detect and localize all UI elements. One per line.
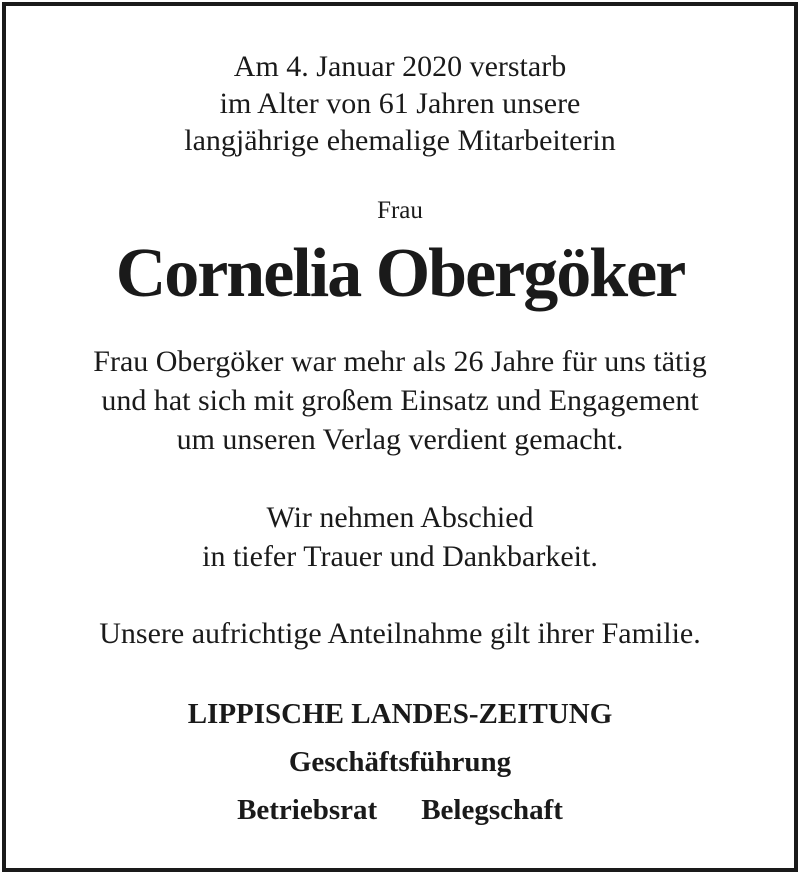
obituary-border xyxy=(2,2,798,872)
intro-line: Am 4. Januar 2020 verstarb xyxy=(233,50,567,83)
deceased-name: Cornelia Obergöker xyxy=(115,235,685,312)
intro-line: im Alter von 61 Jahren unsere xyxy=(219,87,581,120)
tribute-text xyxy=(6,342,794,459)
signers-row xyxy=(6,792,794,828)
signer-staff: Belegschaft xyxy=(421,794,563,826)
intro-line: langjährige ehemalige Mitarbeiterin xyxy=(184,124,616,157)
tribute-line: Frau Obergöker war mehr als 26 Jahre für uns tätig xyxy=(93,345,707,378)
sympathy-text: Unsere aufrichtige Anteilnahme gilt ihrer Familie. xyxy=(99,617,701,650)
management-signature: Geschäftsführung xyxy=(288,746,512,778)
farewell-text xyxy=(6,498,794,576)
signer-works-council: Betriebsrat xyxy=(237,794,378,826)
salutation: Frau xyxy=(377,197,423,224)
intro-text xyxy=(6,48,794,159)
farewell-line: in tiefer Trauer und Dankbarkeit. xyxy=(202,540,598,573)
tribute-line: um unseren Verlag verdient gemacht. xyxy=(176,423,624,456)
obituary-notice xyxy=(6,6,794,868)
tribute-line: und hat sich mit großem Einsatz und Engagement xyxy=(101,384,699,417)
farewell-line: Wir nehmen Abschied xyxy=(266,501,534,534)
organization-name: LIPPISCHE LANDES-ZEITUNG xyxy=(187,698,613,730)
